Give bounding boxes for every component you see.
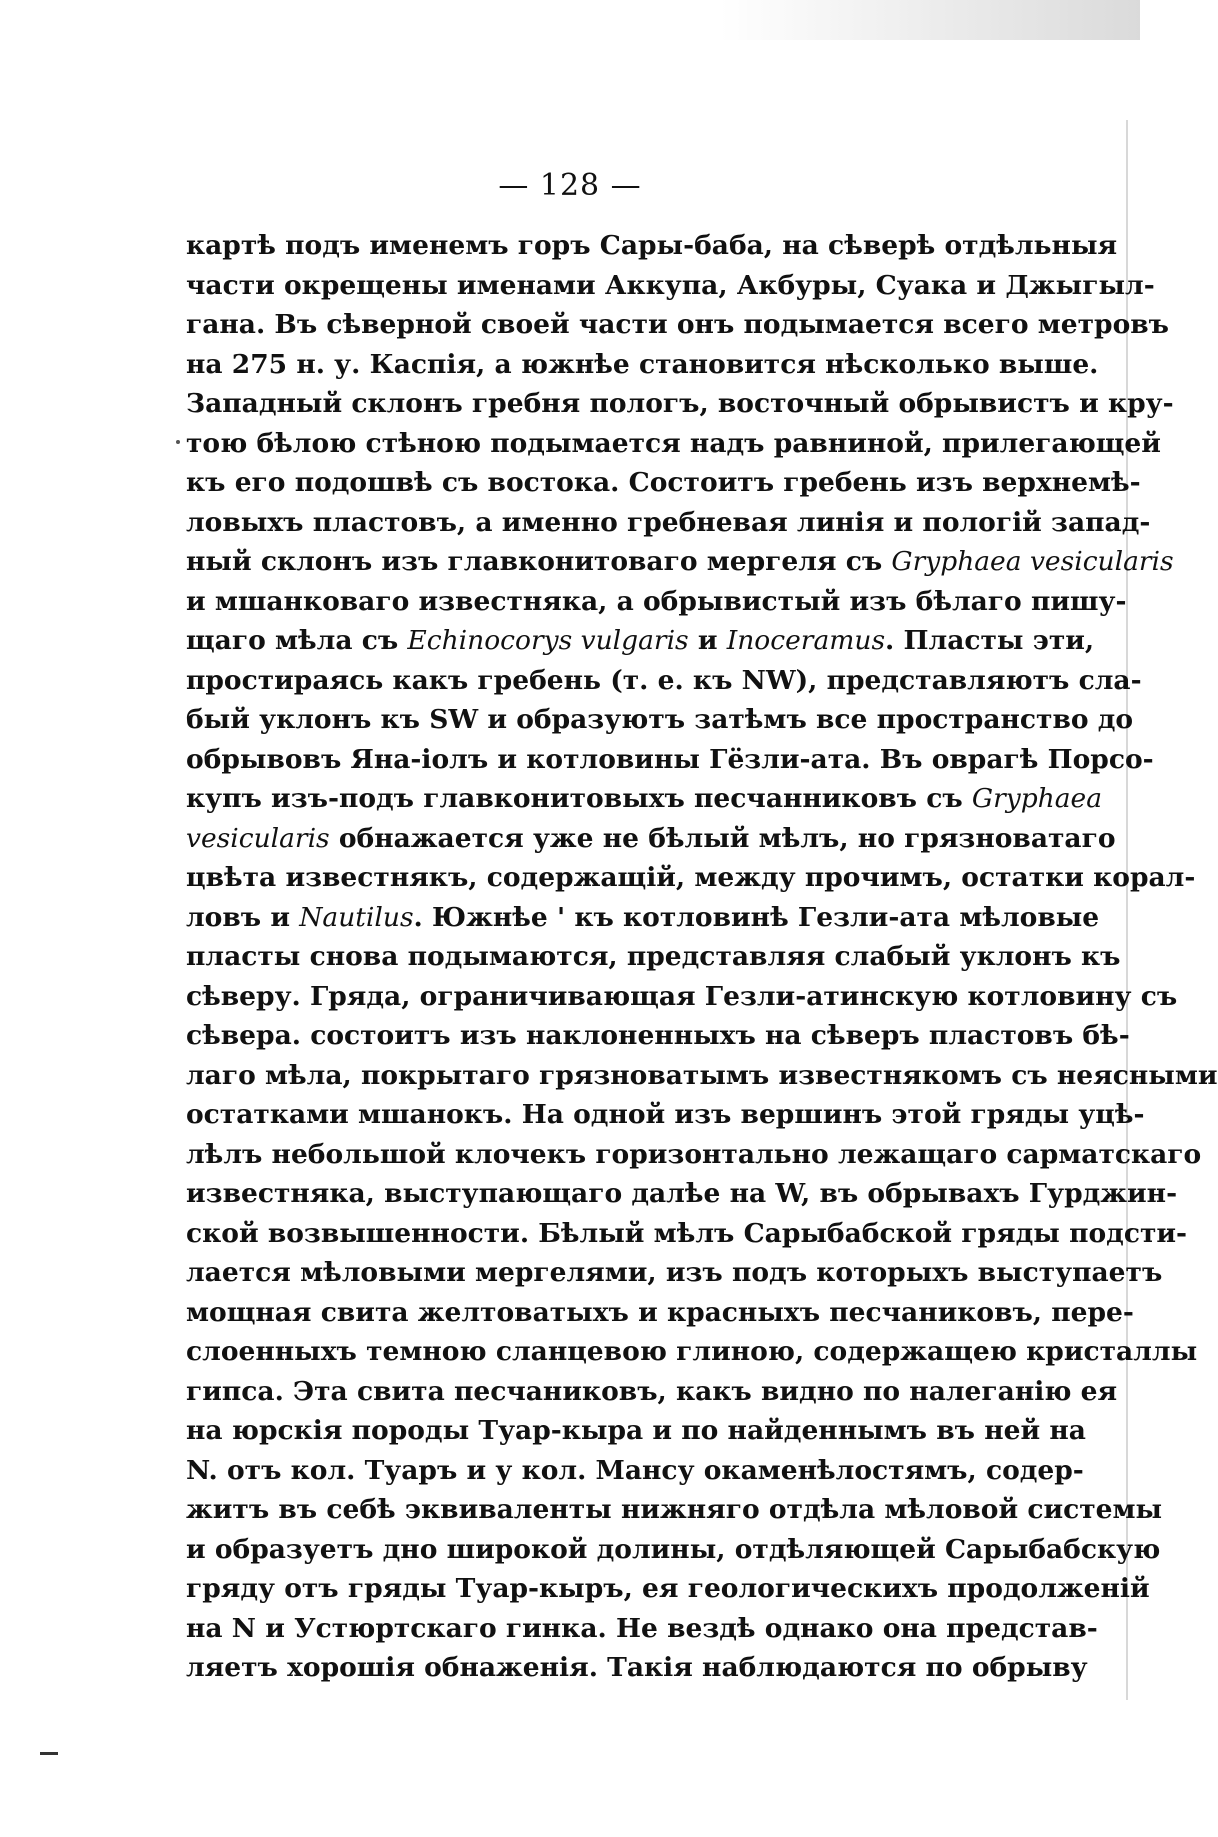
text-segment: слоенныхъ темною сланцевою глиною, содержащею кристаллы <box>186 1336 1198 1367</box>
text-segment: гипса. Эта свита песчаниковъ, какъ видно по налеганію ея <box>186 1375 1118 1407</box>
text-segment: обнажается уже не бѣлый мѣлъ, но грязноватаго <box>329 822 1116 854</box>
text-segment: сѣверу. Гряда, ограничивающая Гезли-атинскую котловину съ <box>186 980 1178 1012</box>
text-line <box>186 1530 1161 1570</box>
text-segment: ловъ и <box>186 901 300 933</box>
text-line <box>186 1609 1098 1649</box>
text-line <box>186 1372 1118 1412</box>
text-segment: на 275 н. у. Каспія, а южнѣе становится нѣсколько выше. <box>186 348 1099 380</box>
text-line <box>186 305 1169 345</box>
text-line <box>186 542 1174 582</box>
text-segment: известняка, выступающаго далѣе на W, въ обрывахъ Гурджин- <box>186 1178 1178 1209</box>
text-line <box>186 1293 1134 1333</box>
text-segment: ловыхъ пластовъ, а именно гребневая линія и пологій запад- <box>186 506 1151 538</box>
text-line <box>186 1451 1084 1491</box>
text-segment: тою бѣлою стѣною подымается надъ равниной, прилегающей <box>186 427 1161 459</box>
text-line <box>186 503 1151 543</box>
text-line <box>186 1648 1088 1688</box>
text-line <box>186 898 1100 938</box>
taxon-name: vesicularis <box>186 822 330 854</box>
text-segment: и мшанковаго известняка, а обрывистый изъ бѣлаго пишу- <box>186 585 1127 617</box>
taxon-name: Gryphaea vesicularis <box>891 546 1174 577</box>
text-line <box>186 1332 1198 1372</box>
text-segment: и образуетъ дно широкой долины, отдѣляющей Сарыбабскую <box>186 1533 1161 1565</box>
page-edge <box>1126 120 1128 1700</box>
text-line <box>186 1411 1086 1451</box>
text-segment: гана. Въ сѣверной своей части онъ подымается всего метровъ <box>186 309 1169 340</box>
text-segment: мощная свита желтоватыхъ и красныхъ песчаниковъ, пере- <box>186 1296 1134 1328</box>
text-segment: ный склонъ изъ главконитоваго мергеля съ <box>186 546 892 577</box>
text-line <box>186 700 1134 740</box>
text-line <box>186 1569 1150 1609</box>
text-line <box>186 345 1099 385</box>
text-segment: бый уклонъ къ SW и образуютъ затѣмъ все пространство до <box>186 704 1134 735</box>
text-segment: Западный склонъ гребня пологъ, восточный обрывистъ и кру- <box>186 388 1174 419</box>
margin-speck <box>176 440 180 444</box>
text-segment: лѣлъ небольшой клочекъ горизонтально лежащаго сарматскаго <box>186 1138 1202 1170</box>
text-segment: щаго мѣла съ <box>186 625 408 656</box>
text-line <box>186 661 1142 701</box>
text-line <box>186 1016 1130 1056</box>
taxon-name: Inoceramus <box>726 625 886 656</box>
text-segment: гряду отъ гряды Туар-кыръ, ея геологическихъ продолженій <box>186 1573 1150 1604</box>
text-segment: пласты снова подымаются, представляя слабый уклонъ къ <box>186 941 1121 972</box>
taxon-name: Echinocorys vulgaris <box>407 625 689 656</box>
text-segment: и <box>688 625 727 656</box>
text-line <box>186 779 1103 819</box>
text-line <box>186 1174 1178 1214</box>
taxon-name: Nautilus <box>299 901 414 933</box>
text-segment: житъ въ себѣ эквиваленты нижняго отдѣла мѣловой системы <box>186 1494 1163 1525</box>
text-segment: ляетъ хорошія обнаженія. Такія наблюдаются по обрыву <box>186 1652 1088 1683</box>
text-segment: . Пласты эти, <box>885 625 1095 656</box>
text-segment: части окрещены именами Аккупа, Акбуры, Суака и Джыгыл- <box>186 269 1155 301</box>
text-segment: сѣвера. состоитъ изъ наклоненныхъ на сѣверъ пластовъ бѣ- <box>186 1020 1130 1051</box>
text-segment: N. отъ кол. Туаръ и у кол. Мансу окаменѣлостямъ, содер- <box>186 1454 1084 1486</box>
taxon-name: Gryphaea <box>971 783 1103 814</box>
text-line <box>186 621 1095 661</box>
text-line <box>186 977 1178 1017</box>
text-segment: на юрскія породы Туар-кыра и по найденнымъ въ ней на <box>186 1415 1086 1446</box>
text-segment: купъ изъ-подъ главконитовыхъ песчанниковъ съ <box>186 783 972 814</box>
text-segment: картѣ подъ именемъ горъ Сары-баба, на сѣверѣ отдѣльныя <box>186 230 1118 261</box>
margin-mark <box>40 1752 58 1755</box>
text-line <box>186 266 1155 306</box>
text-line <box>186 858 1196 898</box>
text-segment: лается мѣловыми мергелями, изъ подъ которыхъ выступаетъ <box>186 1257 1163 1288</box>
text-line <box>186 1490 1163 1530</box>
text-segment: остатками мшанокъ. На одной изъ вершинъ этой гряды уцѣ- <box>186 1099 1145 1130</box>
text-line <box>186 1135 1202 1175</box>
scan-shadow <box>720 0 1140 40</box>
text-line <box>186 740 1154 780</box>
text-segment: на N и Устюртскаго гинка. Не вездѣ однако она представ- <box>186 1612 1098 1644</box>
text-segment: цвѣта известнякъ, содержащій, между прочимъ, остатки корал- <box>186 862 1196 893</box>
text-segment: . Южнѣе ' къ котловинѣ Гезли-ата мѣловые <box>413 901 1100 933</box>
text-line <box>186 1095 1145 1135</box>
text-segment: къ его подошвѣ съ востока. Состоитъ гребень изъ верхнемѣ- <box>186 467 1141 498</box>
page-body <box>186 226 1218 1688</box>
text-segment: обрывовъ Яна-іолъ и котловины Гёзли-ата. Въ оврагѣ Порсо- <box>186 743 1154 775</box>
text-line <box>186 1253 1163 1293</box>
text-line <box>186 384 1174 424</box>
text-line <box>186 937 1121 977</box>
text-line <box>186 1214 1188 1254</box>
text-line <box>186 819 1116 859</box>
page-number: — 128 — <box>498 168 642 203</box>
text-line <box>186 582 1127 622</box>
text-line <box>186 1056 1218 1096</box>
text-segment: лаго мѣла, покрытаго грязноватымъ известнякомъ съ неясными <box>186 1059 1218 1091</box>
text-segment: простираясь какъ гребень (т. е. къ NW), представляютъ сла- <box>186 664 1142 696</box>
text-line <box>186 226 1118 266</box>
text-segment: ской возвышенности. Бѣлый мѣлъ Сарыбабской гряды подсти- <box>186 1217 1188 1249</box>
text-line <box>186 463 1141 503</box>
text-line <box>186 424 1161 464</box>
